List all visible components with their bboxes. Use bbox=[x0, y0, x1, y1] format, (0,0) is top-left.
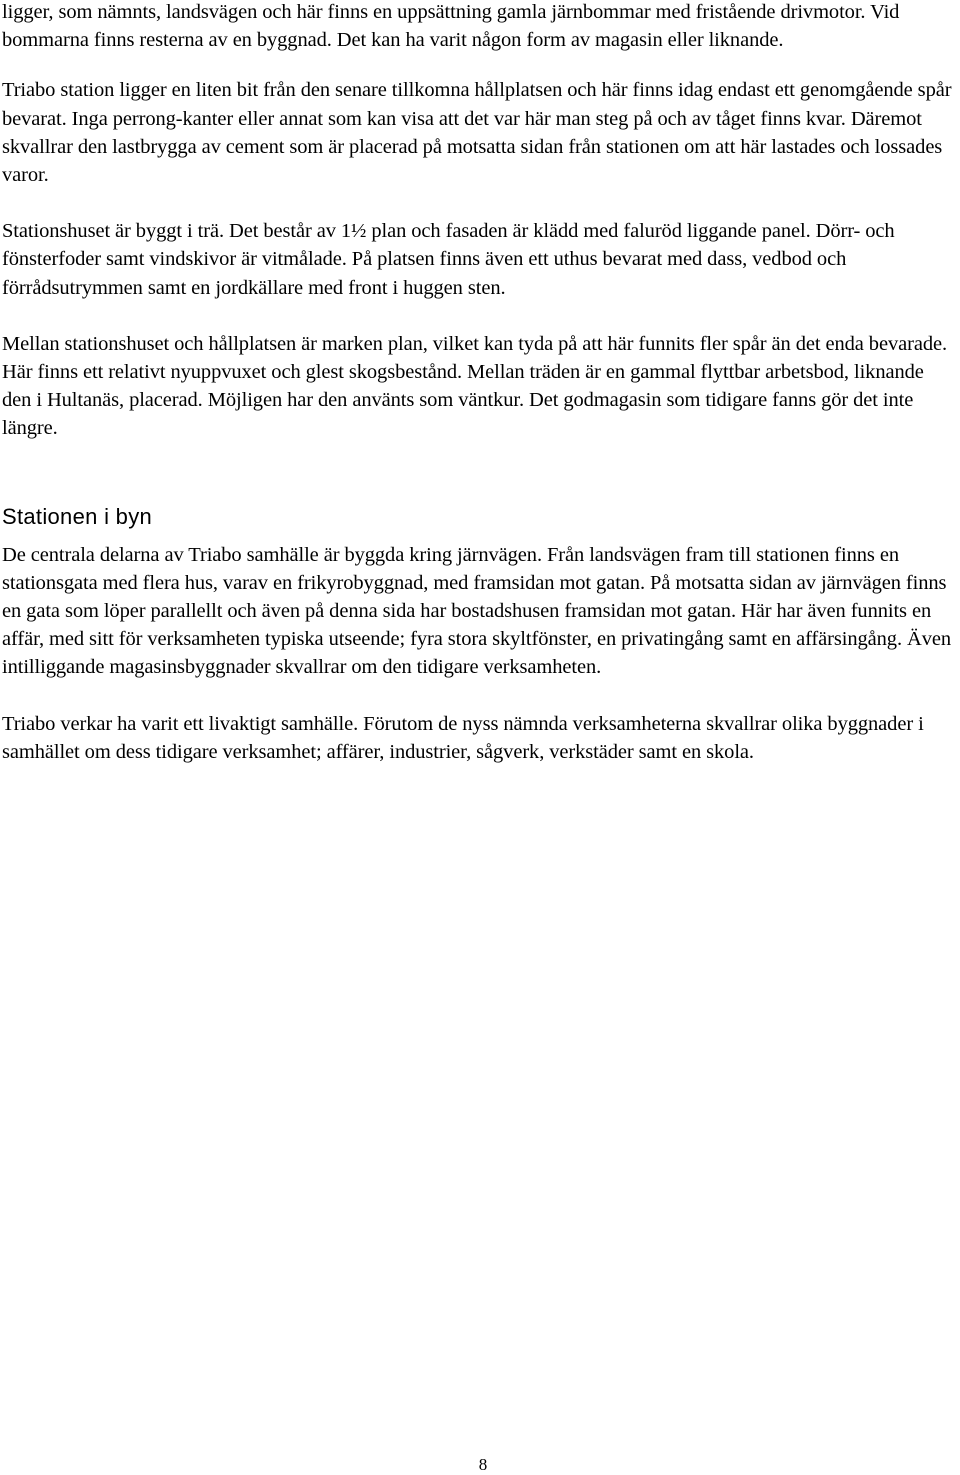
paragraph-station-building: Stationshuset är byggt i trä. Det består av 1½ plan och fasaden är klädd med faluröd liggande panel. Dörr- och fönsterfoder samt vindskivor är vitmålade. På platsen finns även ett uthus bevarat med dass, vedbod och förrådsutrymmen samt en jordkällare med front i huggen sten. bbox=[2, 220, 895, 299]
paragraph-between-buildings: Mellan stationshuset och hållplatsen är marken plan, vilket kan tyda på att här funnits fler spår än det enda bevarade. Här finns ett relativt nyuppvuxet och glest skogsbestånd. Mellan träden är en gammal flyttbar arbetsbod, liknande den i Hultanäs, placerad. Möjligen har den använts som väntkur. Det godmagasin som tidigare fanns gör det inte längre. bbox=[2, 332, 948, 440]
paragraph-lively-village: Triabo verkar ha varit ett livaktigt samhälle. Förutom de nyss nämnda verksamheterna skvallrar olika byggnader i samhället om dess tidigare verksamhet; affärer, industrier, sågverk, verkstäder samt en skola. bbox=[2, 712, 924, 763]
paragraph-village-center: De centrala delarna av Triabo samhälle är byggda kring järnvägen. Från landsvägen fram till stationen finns en stationsgata med flera hus, varav en frikyrobyggnad, med framsidan mot gatan. På motsatta sidan av järnvägen finns en gata som löper parallellt och även på denna sida har bostadshusen framsidan mot gatan. Här har även funnits en affär, med sitt för verksamheten typiska utseende; fyra stora skyltfönster, en privatingång samt en affärsingång. Även intilliggande magasinsbyggnader skvallrar om den tidigare verksamheten. bbox=[2, 543, 952, 679]
paragraph-crossing: ligger, som nämnts, landsvägen och här finns en uppsättning gamla järnbommar med fristående drivmotor. Vid bommarna finns resterna av en byggnad. Det kan ha varit någon form av magasin eller liknande. bbox=[2, 1, 900, 52]
page-number: 8 bbox=[478, 1455, 488, 1474]
paragraph-station-location: Triabo station ligger en liten bit från den senare tillkomna hållplatsen och här finns idag endast ett genomgående spår bevarat. Inga perrong-kanter eller annat som kan visa att det var här man steg på och av tåget finns kvar. Däremot skvallrar den lastbrygga av cement som är placerad på motsatta sidan från stationen om att här lastades och lossades varor. bbox=[2, 79, 952, 187]
section-heading: Stationen i byn bbox=[2, 503, 153, 529]
page-content bbox=[2, 0, 958, 794]
